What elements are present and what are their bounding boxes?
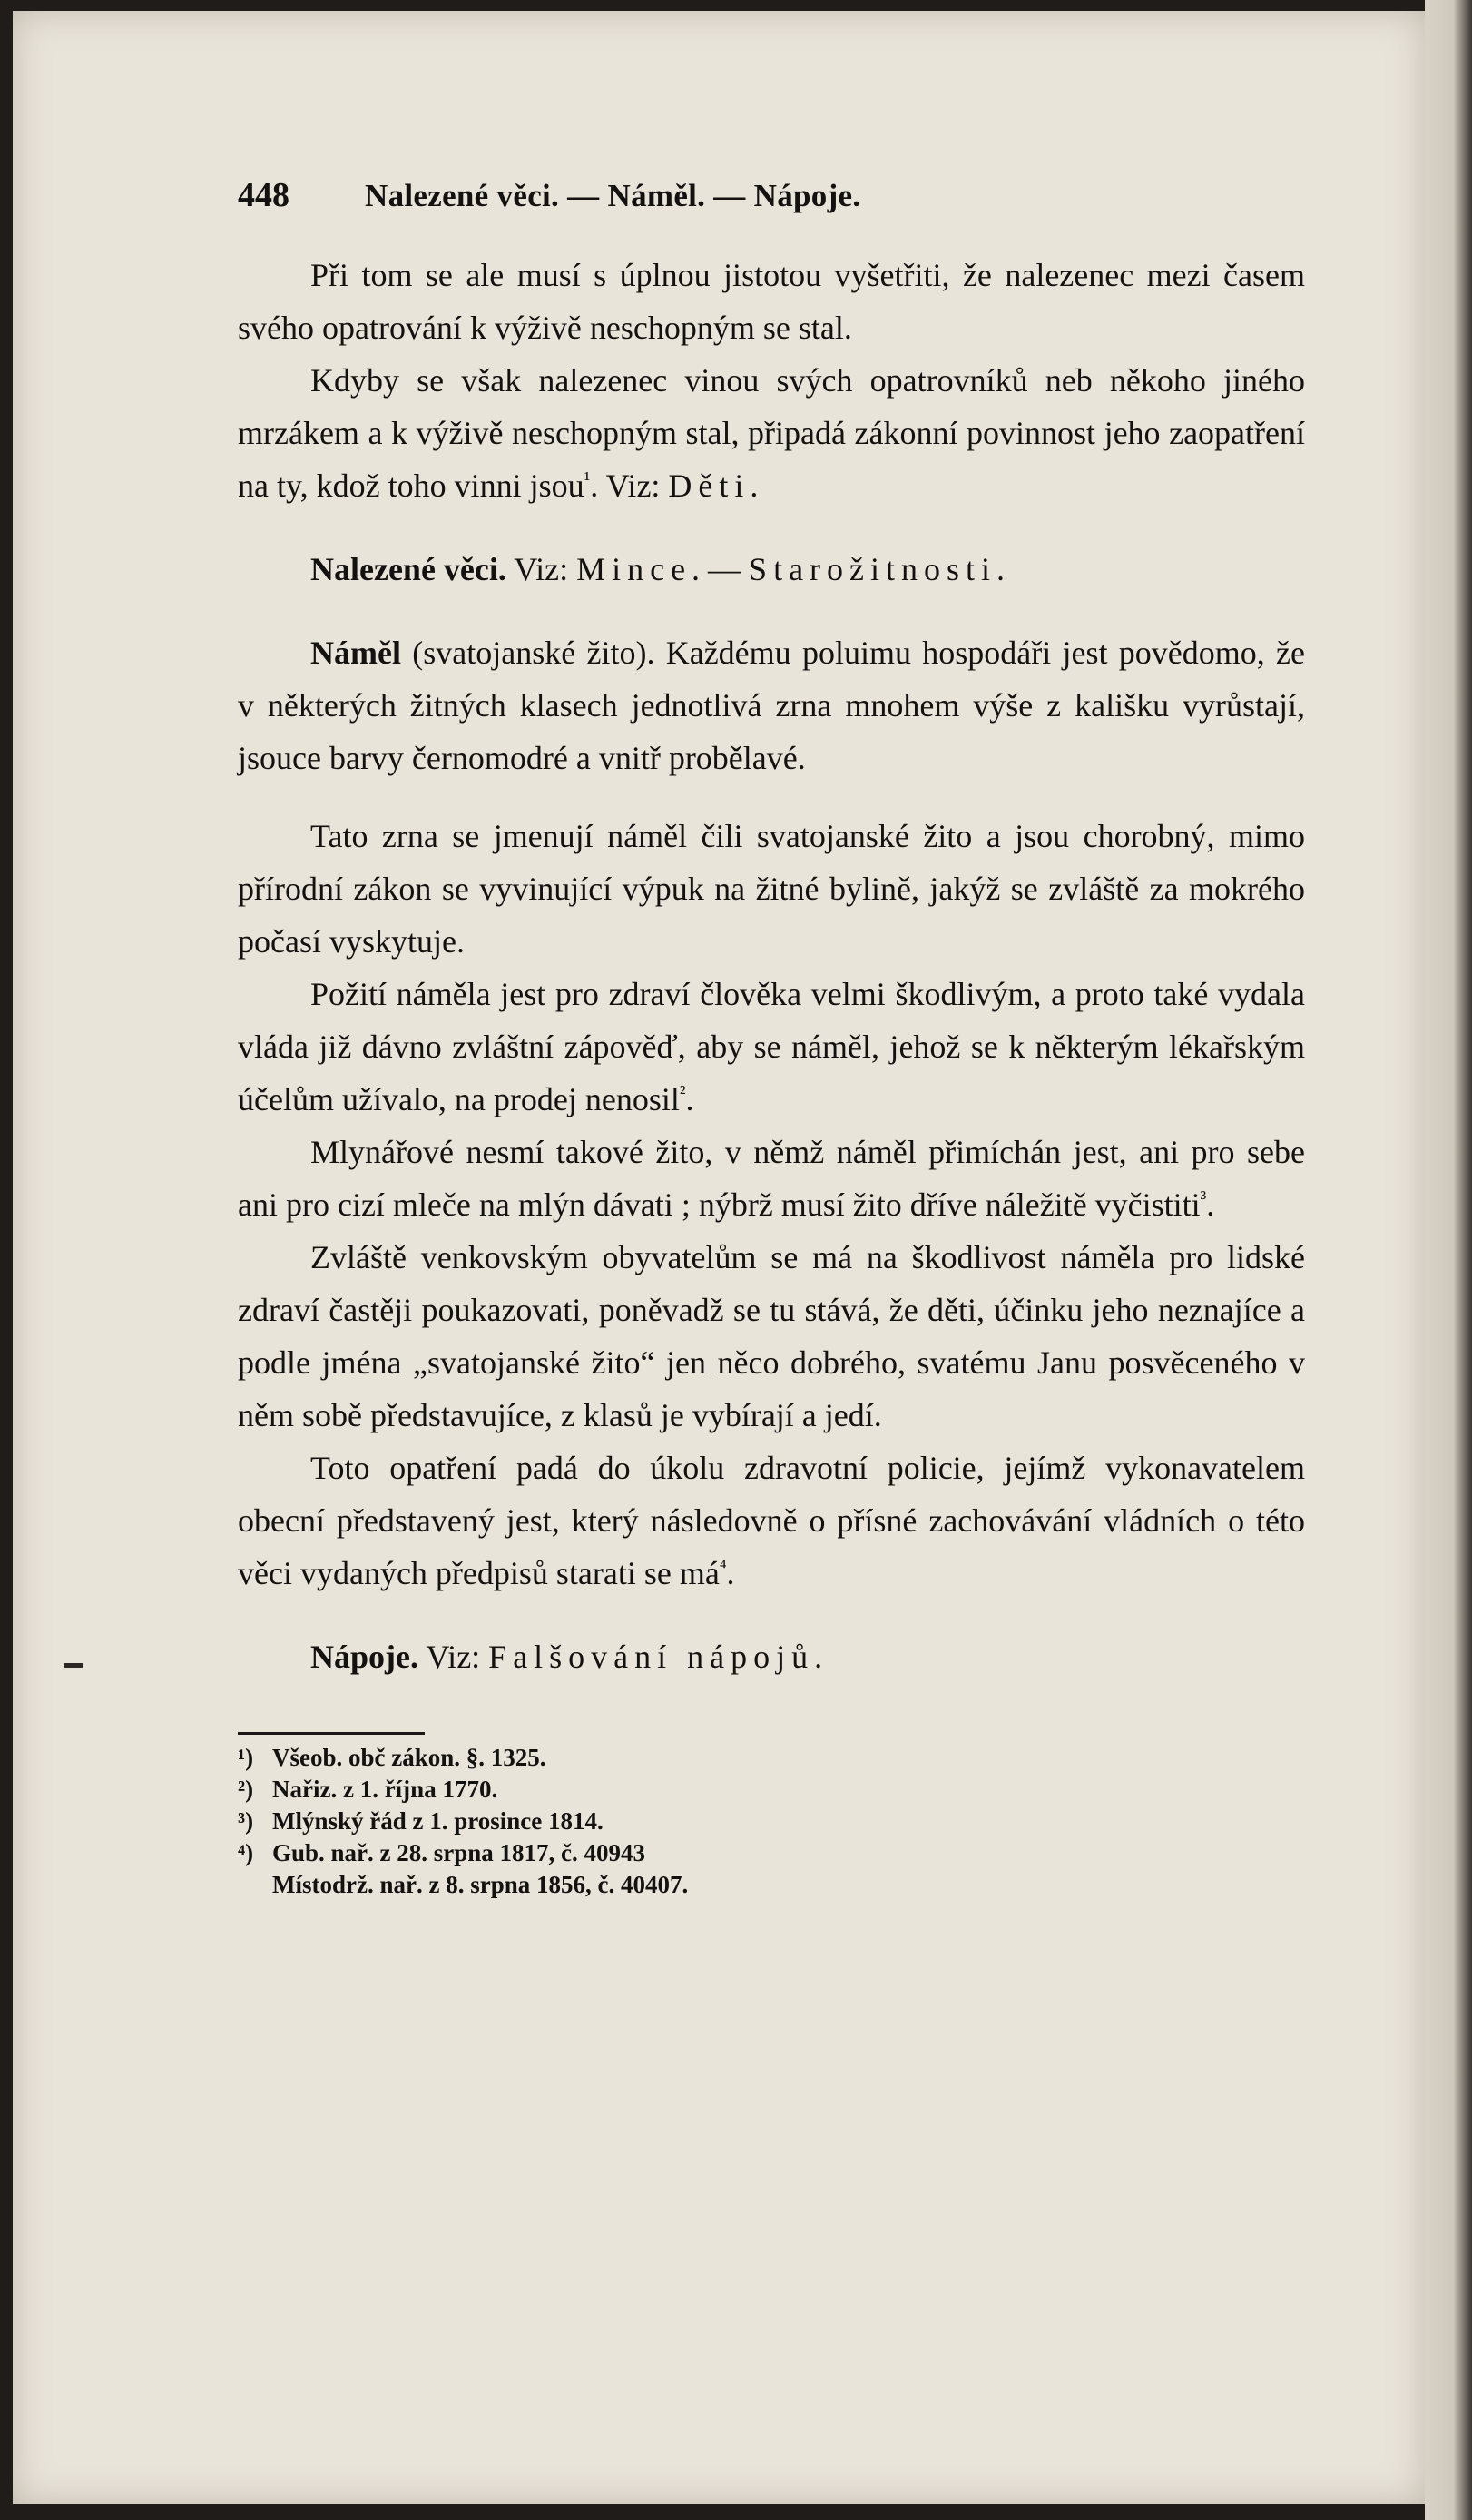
entry-term: Nalezené věci. (310, 551, 506, 587)
paragraph-text: (svatojanské žito). Každému poluimu hospodáři jest povědomo, že v některých žitných klasech jednotlivá zrna mnohem výše z kališku vyrůstají, jsouce barvy černomodré a vnitř probělavé. (238, 635, 1305, 776)
footnote (238, 1774, 1305, 1806)
paragraph-text: Viz: (505, 551, 577, 587)
paragraph-text: . — (692, 551, 750, 587)
footnote-ref: ⁴ (719, 1555, 727, 1578)
footnote-mark: ²) (238, 1776, 254, 1803)
paragraph-end: . (726, 1555, 735, 1591)
paragraph-text: Požití náměla jest pro zdraví člověka velmi škodlivým, a proto také vydala vláda již dávno zvláštní zápověď, aby se náměl, jehož se k některým lékařským účelům užívalo, na prodej nenosil (238, 976, 1305, 1117)
footnote-mark: ⁴) (238, 1839, 254, 1866)
footnote-text: Nařiz. z 1. října 1770. (272, 1776, 498, 1803)
paragraph-text: Tato zrna se jmenují náměl čili svatojanské žito a jsou chorobný, mimo přírodní zákon se vyvinující výpuk na žitné bylině, jakýž se zvláště za mokrého počasí vyskytuje. (238, 818, 1305, 960)
footnote (238, 1742, 1305, 1774)
footnote-ref: ² (679, 1081, 686, 1104)
page-edge (1425, 0, 1472, 2520)
paragraph-end: . (750, 468, 759, 504)
footnote-rule (238, 1732, 425, 1735)
paragraph (238, 1442, 1305, 1600)
paragraph-text: Při tom se ale musí s úplnou jistotou vyšetřiti, že nalezenec mezi časem svého opatrování k výživě neschopným se stal. (238, 257, 1305, 346)
footnote-ref: ¹ (584, 468, 591, 490)
page-content (238, 169, 1305, 1901)
cross-reference: Falšování nápojů (488, 1639, 815, 1675)
footnote-mark: ³) (238, 1807, 254, 1835)
paragraph-end: . (996, 551, 1006, 587)
page-number: 448 (238, 176, 289, 214)
paragraph-text: Viz: (418, 1639, 489, 1675)
entry-term: Náměl (310, 635, 401, 671)
footnote-ref: ³ (1200, 1186, 1207, 1209)
footnote (238, 1837, 1305, 1869)
margin-mark (64, 1663, 83, 1668)
paragraph (238, 1231, 1305, 1442)
running-title: Nalezené věci. — Náměl. — Nápoje. (365, 178, 861, 213)
footnote-text: Mlýnský řád z 1. prosince 1814. (272, 1807, 604, 1835)
paragraph-end: . (685, 1081, 694, 1117)
paragraph (238, 354, 1305, 512)
footnote-mark: ¹) (238, 1744, 254, 1771)
cross-reference: Mince (576, 551, 692, 587)
paragraph-end: . (814, 1639, 823, 1675)
paragraph-text: Mlynářové nesmí takové žito, v němž náměl přimíchán jest, ani pro sebe ani pro cizí mleče na mlýn dávati ; nýbrž musí žito dříve náležitě vyčistiti (238, 1134, 1305, 1223)
paragraph-text: Zvláště venkovským obyvatelům se má na škodlivost náměla pro lidské zdraví častěji poukazovati, poněvadž se tu stává, že děti, účinku jeho neznajíce a podle jména „svatojanské žito“ jen něco dobrého, svatému Janu posvěceného v něm sobě představujíce, z klasů je vybírají a jedí. (238, 1239, 1305, 1433)
entry-namel (238, 626, 1305, 784)
paragraph (238, 1126, 1305, 1231)
paragraph-text: . Viz: (590, 468, 669, 504)
footnote (238, 1806, 1305, 1837)
running-head (238, 169, 1305, 218)
cross-reference: Starožitnosti (749, 551, 997, 587)
footnote-continuation: Místodrž. nař. z 8. srpna 1856, č. 40407. (272, 1871, 689, 1898)
paragraph-text: Kdyby se však nalezenec vinou svých opatrovníků neb někoho jiného mrzákem a k výživě neschopným stal, připadá zákonní povinnost jeho zaopatření na ty, kdož toho vinni jsou (238, 362, 1305, 504)
footnote-text: Všeob. obč zákon. §. 1325. (272, 1744, 546, 1771)
paragraph (238, 968, 1305, 1126)
paragraph (238, 249, 1305, 354)
entry-nalezene-veci (238, 543, 1305, 596)
entry-napoje (238, 1630, 1305, 1683)
paragraph (238, 810, 1305, 968)
entry-term: Nápoje. (310, 1639, 418, 1675)
footnote-text: Gub. nař. z 28. srpna 1817, č. 40943 (272, 1839, 646, 1866)
paragraph-end: . (1206, 1186, 1215, 1223)
cross-reference: Děti (668, 468, 751, 504)
footnotes (238, 1742, 1305, 1901)
paragraph-text: Toto opatření padá do úkolu zdravotní policie, jejímž vykonavatelem obecní představený jest, který následovně o přísné zachovávání vládních o této věci vydaných předpisů starati se má (238, 1450, 1305, 1591)
